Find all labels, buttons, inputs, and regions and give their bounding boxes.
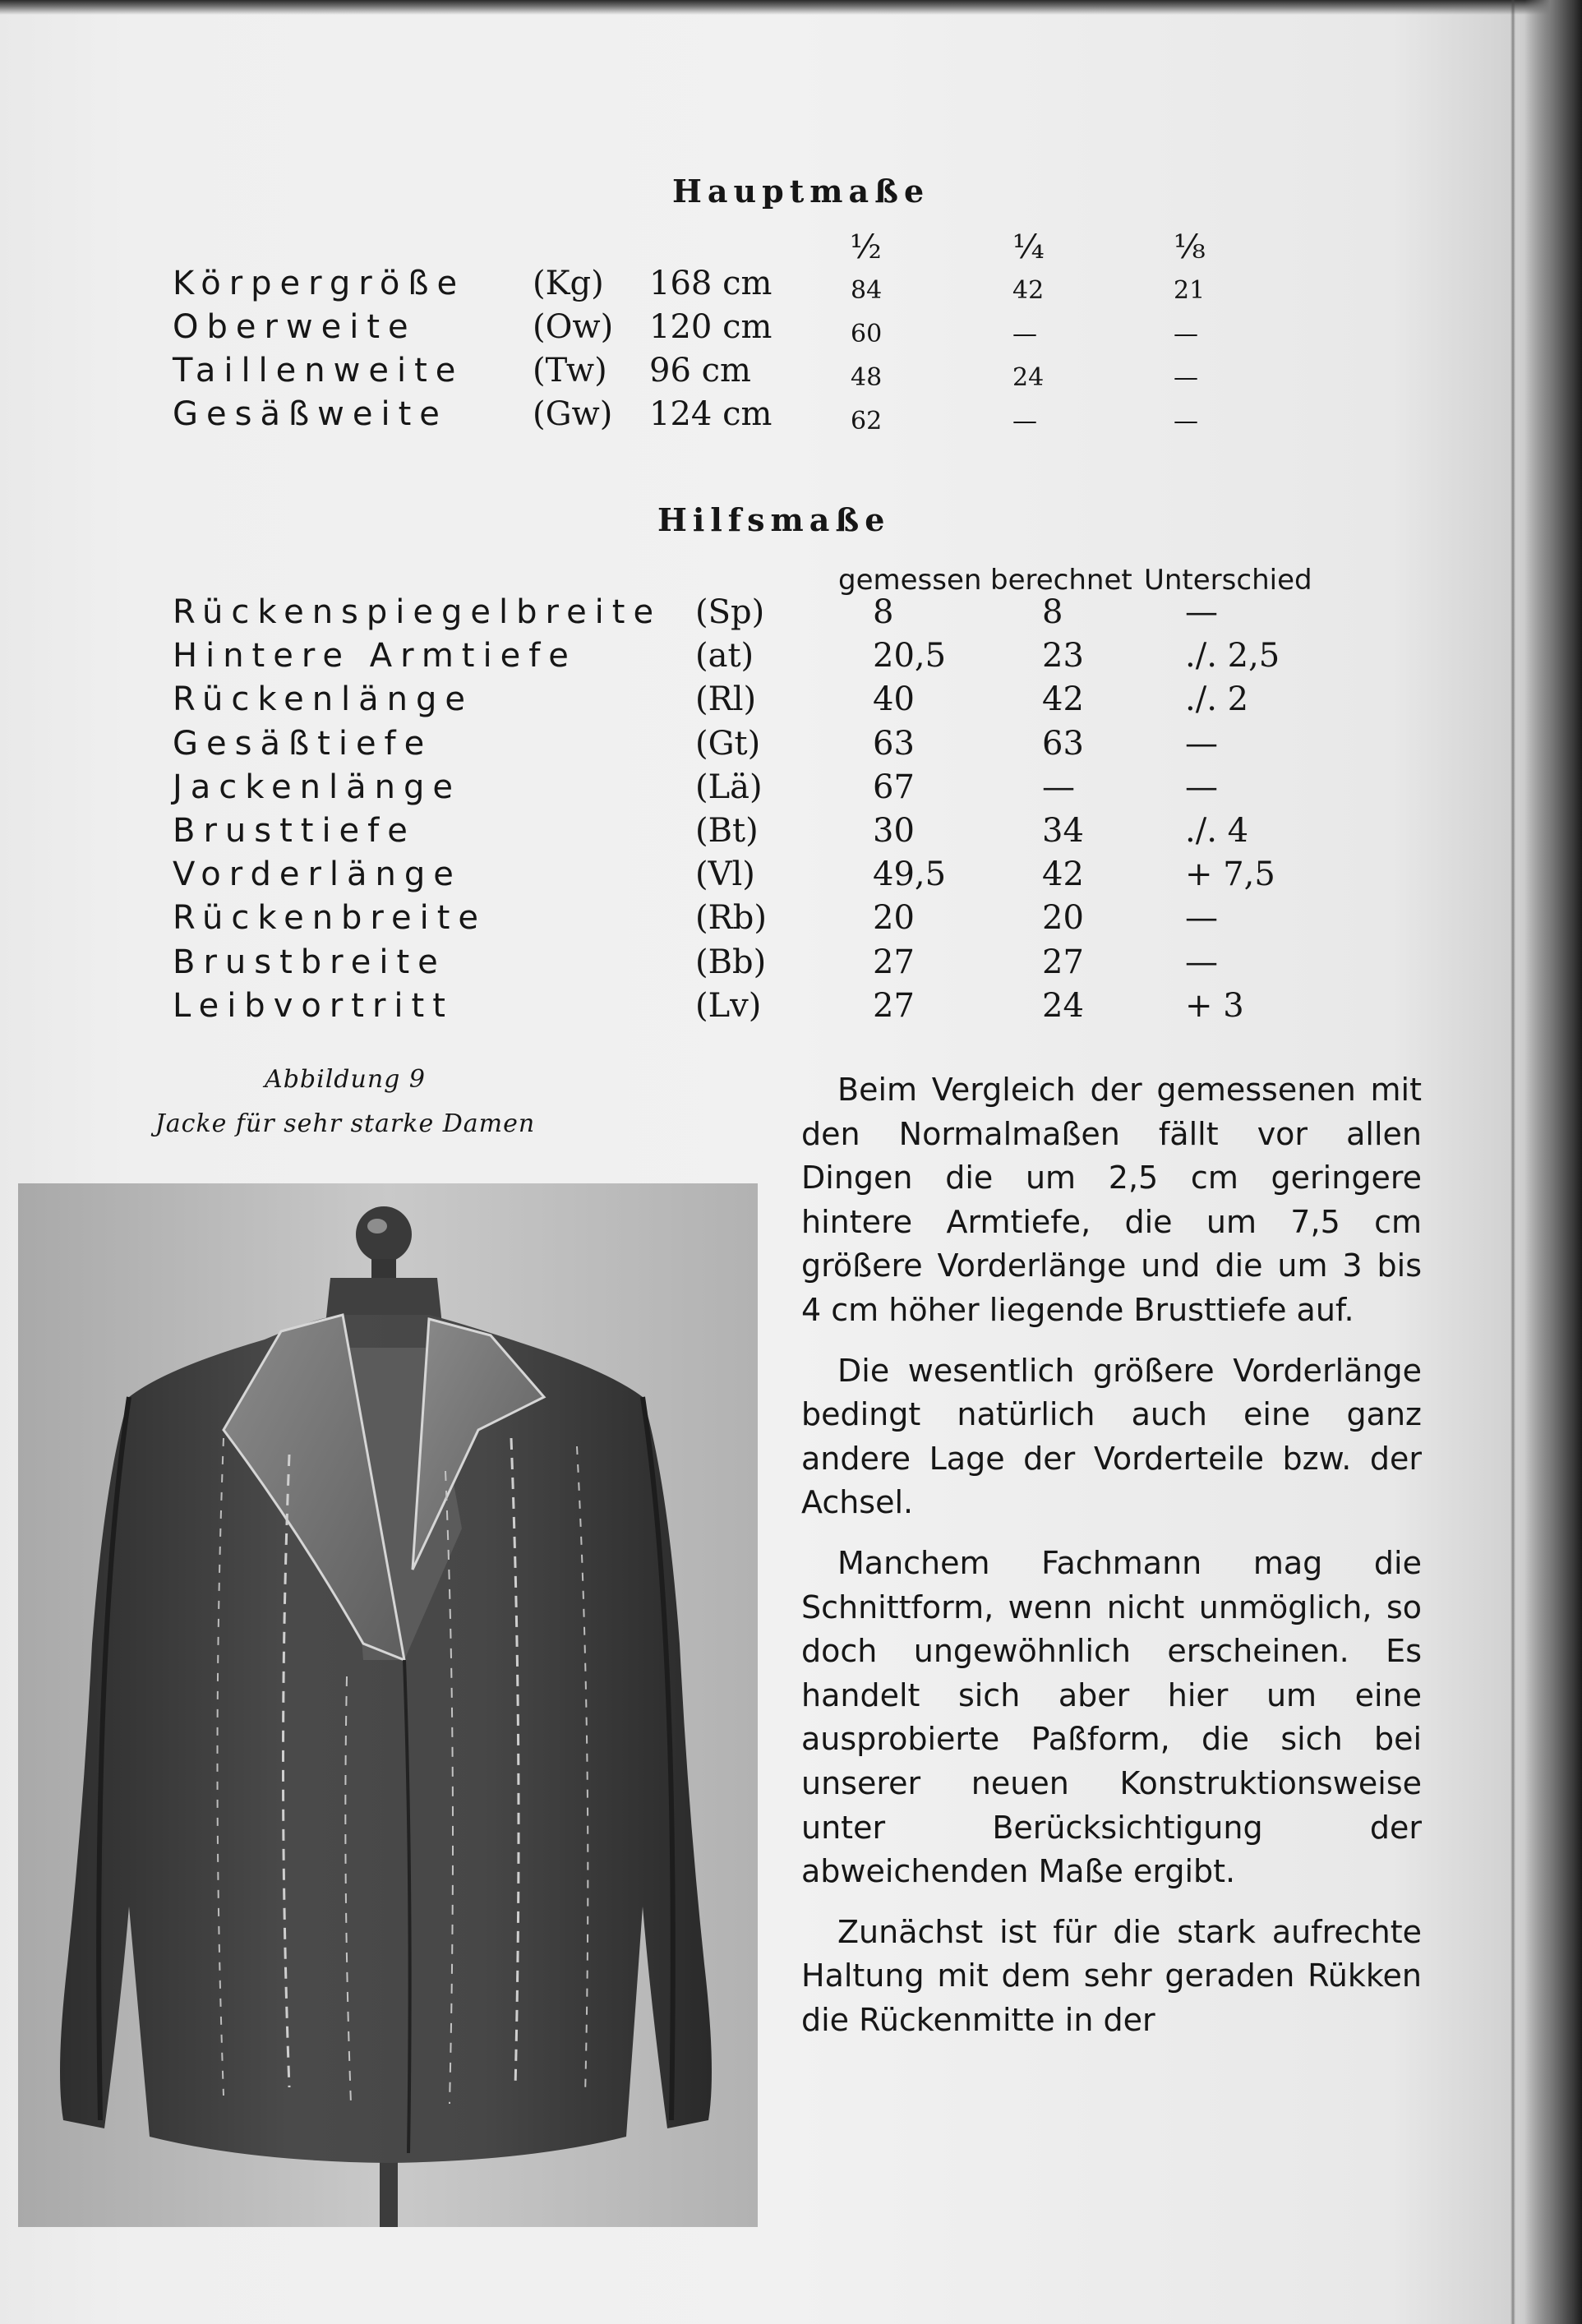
quarter-value: — xyxy=(1012,407,1037,436)
calculated-value: 24 xyxy=(1042,986,1084,1025)
measure-value: 120 cm xyxy=(649,308,773,346)
calculated-value: 8 xyxy=(1042,593,1063,631)
quarter-value: 24 xyxy=(1012,363,1045,392)
body-paragraph: Beim Vergleich der gemessenen mit den Normalmaßen fällt vor allen Dingen die um 2,5 cm geringere hintere Armtiefe, die um 7,5 cm größere Vorderlänge und die um 3 bis 4 cm höher liegende Brusttiefe auf. xyxy=(801,1072,1422,1328)
measured-value: 49,5 xyxy=(873,855,947,894)
aux-measure-abbr: (Sp) xyxy=(695,593,765,631)
aux-measure-abbr: (Lä) xyxy=(695,768,763,806)
hauptmasse-title: Hauptmaße xyxy=(672,173,930,210)
aux-measure-label: Rückenspiegelbreite xyxy=(173,593,662,631)
measure-value: 168 cm xyxy=(649,265,773,302)
aux-measure-abbr: (Vl) xyxy=(695,855,755,894)
jacket-illustration xyxy=(18,1183,758,2227)
half-value: 60 xyxy=(851,320,883,348)
aux-measure-label: Hintere Armtiefe xyxy=(173,637,577,676)
difference-value: + 3 xyxy=(1185,986,1244,1025)
measured-value: 20 xyxy=(873,899,915,938)
figure-caption-text: Jacke für sehr starke Damen xyxy=(155,1109,536,1138)
aux-measure-label: Brusttiefe xyxy=(173,812,416,850)
aux-measure-abbr: (Rb) xyxy=(695,899,767,938)
eighth-value: 21 xyxy=(1174,276,1206,305)
measured-value: 27 xyxy=(873,986,915,1025)
page-fold xyxy=(1511,0,1515,2324)
body-paragraph: Zunächst ist für die stark aufrechte Haltung mit dem sehr geraden Rükken die Rückenmitte in der xyxy=(801,1913,1422,2038)
measure-abbr: (Gw) xyxy=(533,395,613,433)
half-value: 48 xyxy=(851,363,883,392)
difference-value: + 7,5 xyxy=(1185,855,1275,894)
fraction-header-eighth: ⅛ xyxy=(1174,228,1206,266)
difference-value: — xyxy=(1185,724,1218,763)
measured-value: 67 xyxy=(873,768,915,806)
measured-value: 27 xyxy=(873,943,915,981)
column-header-calculated: berechnet xyxy=(990,564,1132,597)
measure-value: 96 cm xyxy=(649,352,751,390)
calculated-value: 63 xyxy=(1042,724,1084,763)
difference-value: ./. 4 xyxy=(1185,812,1249,850)
half-value: 84 xyxy=(851,276,883,305)
measure-abbr: (Kg) xyxy=(533,265,604,302)
measure-label: Körpergröße xyxy=(173,265,466,302)
measure-abbr: (Tw) xyxy=(533,352,607,390)
aux-measure-label: Leibvortritt xyxy=(173,986,454,1025)
page-binding-edge xyxy=(1524,0,1582,2324)
fraction-header-half: ½ xyxy=(850,228,882,266)
difference-value: — xyxy=(1185,943,1218,981)
quarter-value: — xyxy=(1012,320,1037,348)
calculated-value: 42 xyxy=(1042,855,1084,894)
difference-value: — xyxy=(1185,593,1218,631)
difference-value: ./. 2,5 xyxy=(1185,637,1280,676)
aux-measure-abbr: (Lv) xyxy=(695,986,762,1025)
eighth-value: — xyxy=(1174,363,1198,392)
aux-measure-label: Brustbreite xyxy=(173,943,446,981)
fraction-header-quarter: ¼ xyxy=(1012,228,1045,266)
measured-value: 30 xyxy=(873,812,915,850)
aux-measure-abbr: (at) xyxy=(695,637,754,676)
body-text xyxy=(801,1068,1422,2059)
half-value: 62 xyxy=(851,407,883,436)
eighth-value: — xyxy=(1174,407,1198,436)
aux-measure-abbr: (Rl) xyxy=(695,680,757,719)
aux-measure-label: Rückenlänge xyxy=(173,680,474,719)
measured-value: 63 xyxy=(873,724,915,763)
quarter-value: 42 xyxy=(1012,276,1045,305)
difference-value: ./. 2 xyxy=(1185,680,1249,719)
difference-value: — xyxy=(1185,899,1218,938)
aux-measure-abbr: (Gt) xyxy=(695,724,761,763)
page-top-shadow xyxy=(0,0,1582,15)
measured-value: 40 xyxy=(873,680,915,719)
aux-measure-label: Rückenbreite xyxy=(173,899,487,938)
difference-value: — xyxy=(1185,768,1218,806)
aux-measure-label: Gesäßtiefe xyxy=(173,724,433,763)
measure-label: Taillenweite xyxy=(173,352,464,390)
aux-measure-label: Jackenlänge xyxy=(173,768,461,806)
measure-label: Oberweite xyxy=(173,308,417,346)
eighth-value: — xyxy=(1174,320,1198,348)
calculated-value: — xyxy=(1042,768,1075,806)
aux-measure-label: Vorderlänge xyxy=(173,855,462,894)
measured-value: 8 xyxy=(873,593,894,631)
calculated-value: 34 xyxy=(1042,812,1084,850)
body-paragraph: Manchem Fachmann mag die Schnittform, wenn nicht unmöglich, so doch ungewöhnlich erscheinen. Es handelt sich aber hier um eine ausprobierte Paßform, die sich bei unserer neuen Konstruktionsweise unter Berücksichtigung der abweichenden Maße ergibt. xyxy=(801,1544,1422,1890)
column-header-difference: Unterschied xyxy=(1144,564,1312,597)
jacket-photo xyxy=(18,1183,758,2227)
measured-value: 20,5 xyxy=(873,637,947,676)
aux-measure-abbr: (Bt) xyxy=(695,812,759,850)
calculated-value: 27 xyxy=(1042,943,1084,981)
measure-value: 124 cm xyxy=(649,395,773,433)
calculated-value: 23 xyxy=(1042,637,1084,676)
calculated-value: 42 xyxy=(1042,680,1084,719)
body-paragraph: Die wesentlich größere Vorderlänge bedingt natürlich auch eine ganz andere Lage der Vorderteile bzw. der Achsel. xyxy=(801,1352,1422,1521)
calculated-value: 20 xyxy=(1042,899,1084,938)
measure-abbr: (Ow) xyxy=(533,308,614,346)
column-header-measured: gemessen xyxy=(838,564,982,597)
figure-caption-number: Abbildung 9 xyxy=(265,1065,426,1094)
aux-measure-abbr: (Bb) xyxy=(695,943,767,981)
measure-label: Gesäßweite xyxy=(173,395,448,433)
hilfsmasse-title: Hilfsmaße xyxy=(657,501,891,538)
